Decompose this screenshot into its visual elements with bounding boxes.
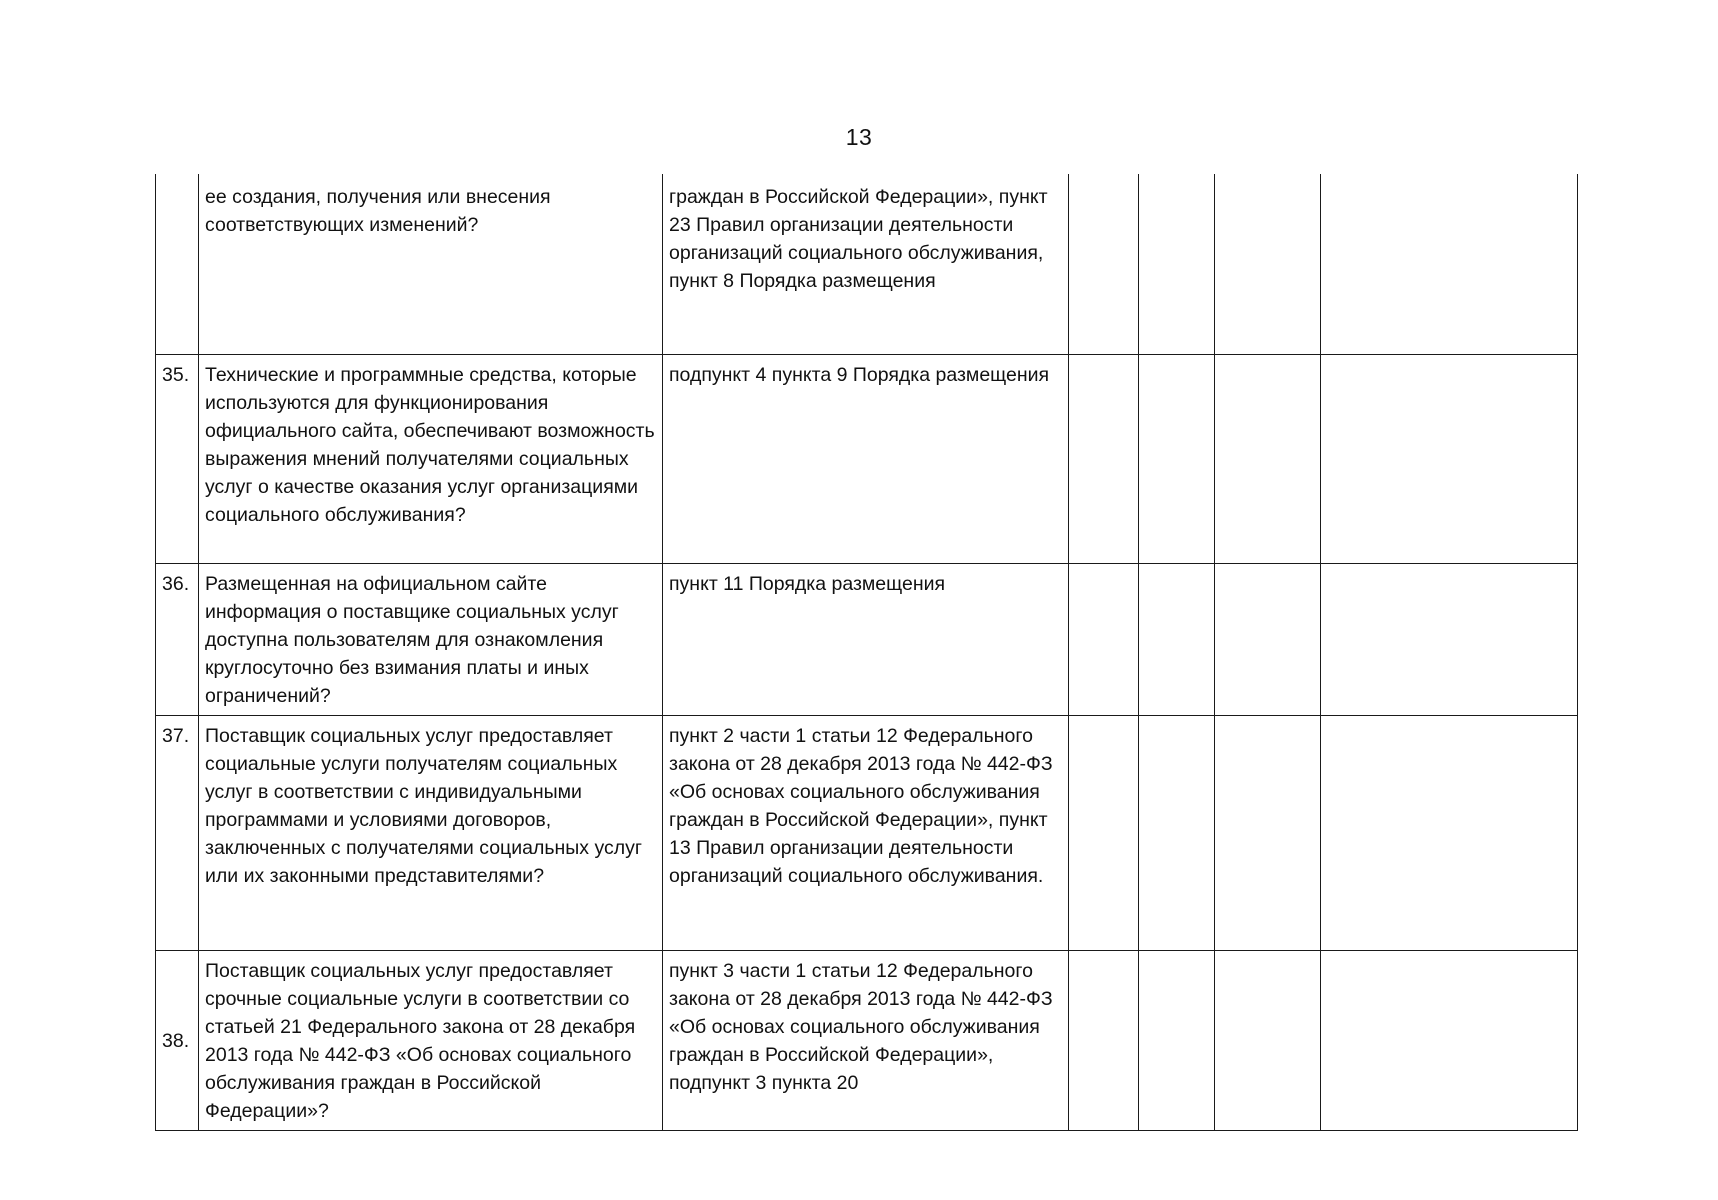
row-number: 37. <box>156 715 199 950</box>
reference-cell: пункт 11 Порядка размещения <box>663 563 1069 715</box>
reference-cell: подпункт 4 пункта 9 Порядка размещения <box>663 354 1069 563</box>
answer-no-cell <box>1139 563 1215 715</box>
not-applicable-cell <box>1215 950 1321 1130</box>
reference-cell: пункт 3 части 1 статьи 12 Федерального закона от 28 декабря 2013 года № 442-ФЗ «Об основах социального обслуживания граждан в Российской Федерации», подпункт 3 пункта 20 <box>663 950 1069 1130</box>
not-applicable-cell <box>1215 354 1321 563</box>
checklist-table <box>155 174 1578 1131</box>
note-cell <box>1321 950 1578 1130</box>
not-applicable-cell <box>1215 174 1321 354</box>
answer-yes-cell <box>1069 563 1139 715</box>
page-number: 13 <box>845 124 873 150</box>
note-cell <box>1321 563 1578 715</box>
question-cell: ее создания, получения или внесения соответствующих изменений? <box>199 174 663 354</box>
answer-no-cell <box>1139 950 1215 1130</box>
question-cell: Поставщик социальных услуг предоставляет срочные социальные услуги в соответствии со статьей 21 Федерального закона от 28 декабря 2013 года № 442-ФЗ «Об основах социального обслуживания граждан в Российской Федерации»? <box>199 950 663 1130</box>
note-cell <box>1321 174 1578 354</box>
question-cell: Технические и программные средства, которые используются для функционирования официального сайта, обеспечивают возможность выражения мнений получателями социальных услуг о качестве оказания услуг организациями социального обслуживания? <box>199 354 663 563</box>
note-cell <box>1321 354 1578 563</box>
answer-yes-cell <box>1069 715 1139 950</box>
answer-no-cell <box>1139 174 1215 354</box>
answer-yes-cell <box>1069 174 1139 354</box>
table-row <box>156 950 1578 1130</box>
row-number: 35. <box>156 354 199 563</box>
reference-cell: граждан в Российской Федерации», пункт 23 Правил организации деятельности организаций социального обслуживания, пункт 8 Порядка размещения <box>663 174 1069 354</box>
row-number <box>156 174 199 354</box>
table-row <box>156 563 1578 715</box>
question-cell: Размещенная на официальном сайте информация о поставщике социальных услуг доступна пользователям для ознакомления круглосуточно без взимания платы и иных ограничений? <box>199 563 663 715</box>
table-row <box>156 715 1578 950</box>
not-applicable-cell <box>1215 563 1321 715</box>
answer-no-cell <box>1139 354 1215 563</box>
question-cell: Поставщик социальных услуг предоставляет социальные услуги получателям социальных услуг в соответствии с индивидуальными программами и условиями договоров, заключенных с получателями социальных услуг или их законными представителями? <box>199 715 663 950</box>
answer-yes-cell <box>1069 354 1139 563</box>
row-number: 36. <box>156 563 199 715</box>
table-row <box>156 174 1578 354</box>
note-cell <box>1321 715 1578 950</box>
not-applicable-cell <box>1215 715 1321 950</box>
reference-cell: пункт 2 части 1 статьи 12 Федерального закона от 28 декабря 2013 года № 442-ФЗ «Об основах социального обслуживания граждан в Российской Федерации», пункт 13 Правил организации деятельности организаций социального обслуживания. <box>663 715 1069 950</box>
row-number: 38. <box>156 950 199 1130</box>
table-row <box>156 354 1578 563</box>
answer-no-cell <box>1139 715 1215 950</box>
answer-yes-cell <box>1069 950 1139 1130</box>
